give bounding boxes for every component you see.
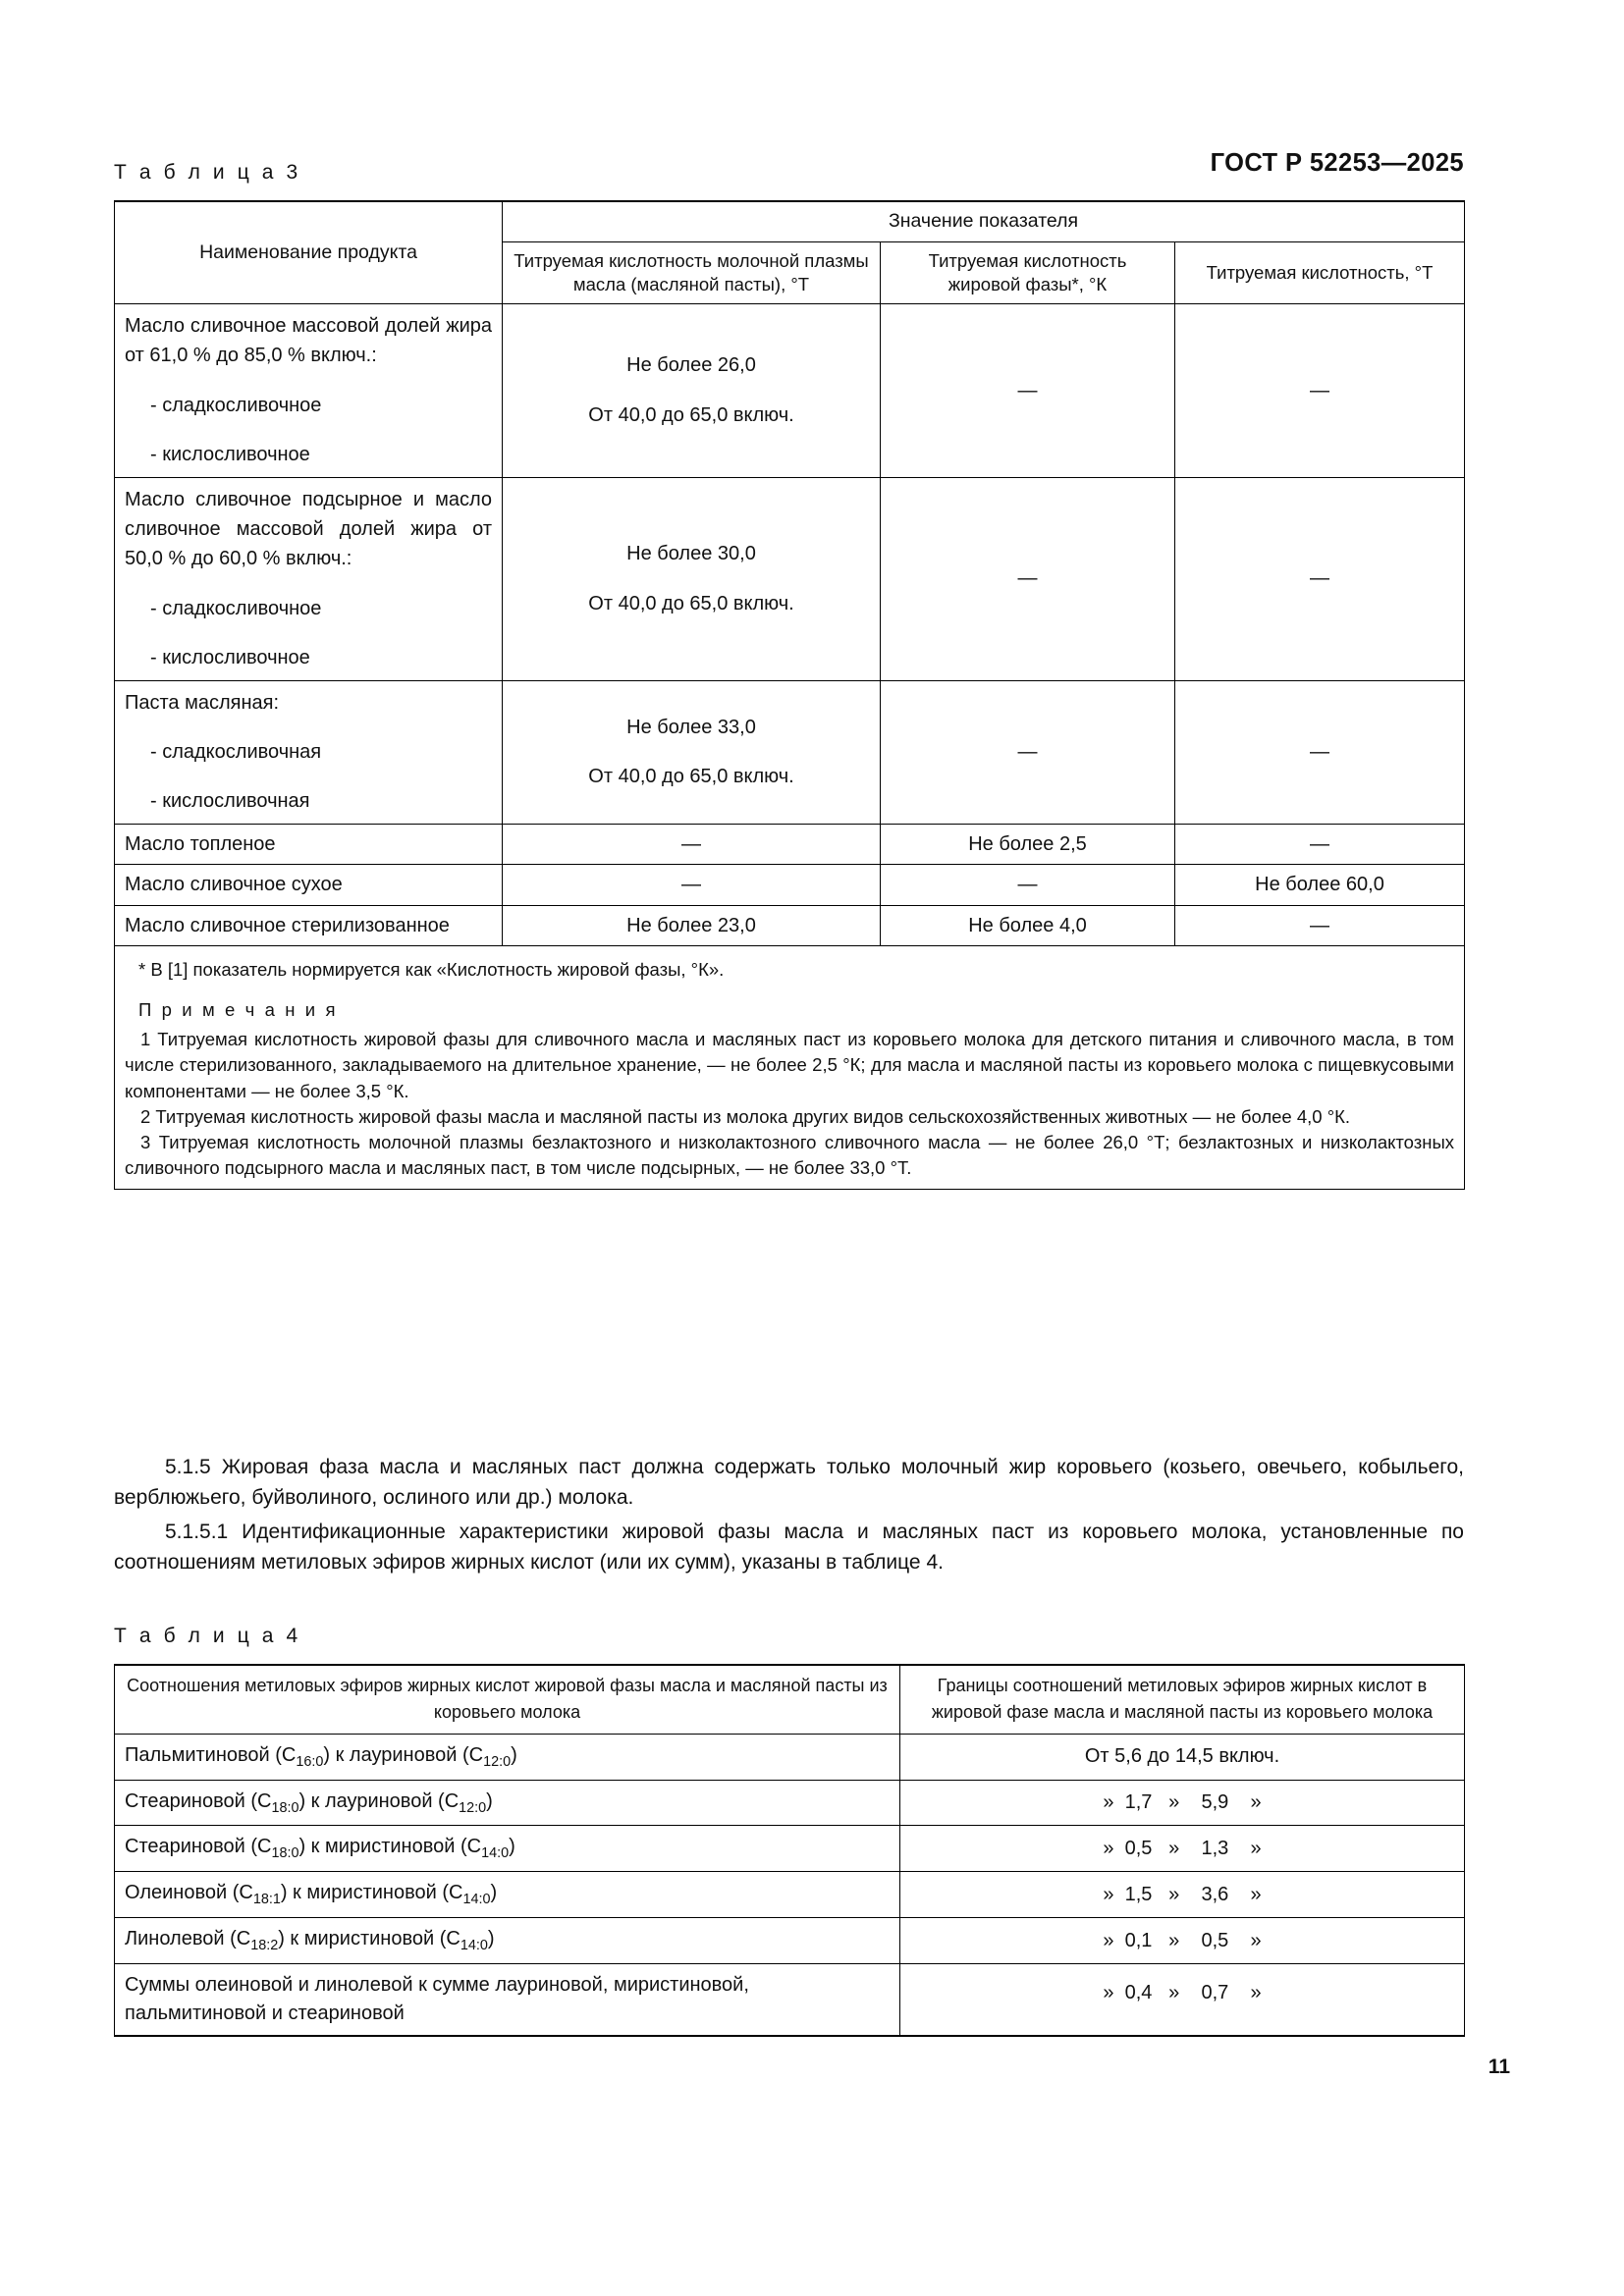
table4-col-ratios: Соотношения метиловых эфиров жирных кислот жировой фазы масла и масляной пасты из коровьего молока <box>115 1665 900 1734</box>
table-row <box>115 905 1465 946</box>
table-row <box>115 1964 1465 2037</box>
table4-row-value: » 0,5 » 1,3 » <box>900 1826 1465 1872</box>
acid-c: ) <box>487 1928 495 1950</box>
table-row <box>115 865 1465 906</box>
table3-group3-v2: — <box>881 680 1175 824</box>
notes-title: П р и м е ч а н и я <box>138 998 339 1020</box>
group-sub-sour: - кислосливочная <box>150 790 310 813</box>
acid-b: ) к миристиновой (C <box>280 1882 463 1904</box>
table-row <box>115 1780 1465 1826</box>
acid-sub-1: 18:0 <box>271 1845 299 1862</box>
page-number: 11 <box>1488 2056 1510 2078</box>
table3-col-plasma-acidity: Титруемая кислотность молочной плазмы масла (масляной пасты), °Т <box>503 241 881 303</box>
table4-caption: Т а б л и ц а 4 <box>114 1625 301 1647</box>
table3-col-indicator-value: Значение показателя <box>503 201 1465 241</box>
acid-sub-2: 14:0 <box>481 1845 510 1862</box>
acid-sub-2: 12:0 <box>459 1799 487 1816</box>
group-sub-sweet: - сладкосливочное <box>150 597 322 619</box>
table-row <box>115 1826 1465 1872</box>
table3 <box>114 200 1465 1190</box>
table3-group1-v3: — <box>1175 304 1465 478</box>
table4-row-value: » 1,5 » 3,6 » <box>900 1872 1465 1918</box>
table-row <box>115 1734 1465 1780</box>
value-sour: От 40,0 до 65,0 включ. <box>588 766 794 788</box>
table4-row-value: От 5,6 до 14,5 включ. <box>900 1734 1465 1780</box>
table3-row-v1: — <box>503 824 881 865</box>
table-row <box>115 1918 1465 1964</box>
acid-a: Линолевой (C <box>125 1928 251 1950</box>
table3-group3-name <box>115 680 503 824</box>
table4-block <box>114 1625 1464 2037</box>
table-row <box>115 304 1465 478</box>
document-standard-code: ГОСТ Р 52253—2025 <box>1210 149 1464 177</box>
acid-sub-2: 14:0 <box>462 1892 491 1908</box>
acid-b: ) к лауриновой (C <box>323 1743 484 1766</box>
acid-a: Пальмитиновой (C <box>125 1743 297 1766</box>
acid-b: ) к миристиновой (C <box>298 1836 482 1858</box>
table3-row-v3: Не более 60,0 <box>1175 865 1465 906</box>
table3-row-v1: Не более 23,0 <box>503 905 881 946</box>
paragraph-5-1-5: 5.1.5 Жировая фаза масла и масляных паст должна содержать только молочный жир коровьего (козьего, овечьего, кобыльего, верблюжьего, буйволиного, ослиного или др.) молока. <box>114 1456 1464 1509</box>
table3-group3-v1 <box>503 680 881 824</box>
table3-group3-v3: — <box>1175 680 1465 824</box>
value-sour: От 40,0 до 65,0 включ. <box>588 592 794 614</box>
acid-sub-1: 16:0 <box>296 1753 324 1770</box>
acid-sub-1: 18:0 <box>271 1799 299 1816</box>
group-title: Масло сливочное подсырное и масло сливочное массовой долей жира от 50,0 % до 60,0 % включ.: <box>125 488 492 570</box>
table4-row-value: » 0,4 » 0,7 » <box>900 1964 1465 2037</box>
acid-sub-2: 12:0 <box>483 1753 512 1770</box>
acid-sub-1: 18:1 <box>252 1892 281 1908</box>
acid-b: ) к миристиновой (C <box>278 1928 460 1950</box>
acid-b: ) к лауриновой (C <box>298 1789 460 1812</box>
table3-group1-v1 <box>503 304 881 478</box>
table-row <box>115 824 1465 865</box>
acid-sub-2: 14:0 <box>460 1938 488 1954</box>
group-title: Паста масляная: <box>125 691 280 714</box>
table-row <box>115 477 1465 680</box>
table-row <box>115 1872 1465 1918</box>
body-text-block <box>114 1453 1464 1577</box>
table3-footnote-row <box>115 946 1465 1189</box>
group-sub-sour: - кислосливочное <box>150 444 310 466</box>
acid-c: ) <box>509 1836 515 1858</box>
table3-row-v2: — <box>881 865 1175 906</box>
table3-caption: Т а б л и ц а 3 <box>114 161 301 184</box>
table4-body <box>115 1734 1465 2036</box>
table3-group2-name <box>115 477 503 680</box>
table3-block <box>114 161 1464 1190</box>
table4-row-name <box>115 1826 900 1872</box>
table3-col-product-name: Наименование продукта <box>115 201 503 304</box>
table3-row-v2: Не более 4,0 <box>881 905 1175 946</box>
table4-row-name <box>115 1964 900 2037</box>
table4-row-name <box>115 1918 900 1964</box>
table3-col-titratable-acidity: Титруемая кислотность, °Т <box>1175 241 1465 303</box>
group-title: Масло сливочное массовой долей жира от 61,0 % до 85,0 % включ.: <box>125 315 492 367</box>
table3-row-name: Масло топленое <box>115 824 503 865</box>
table4-row-name <box>115 1780 900 1826</box>
group-sub-sweet: - сладкосливочное <box>150 394 322 416</box>
table3-row-name: Масло сливочное стерилизованное <box>115 905 503 946</box>
group-sub-sweet: - сладкосливочная <box>150 740 322 763</box>
table4-row-value: » 1,7 » 5,9 » <box>900 1780 1465 1826</box>
table-row <box>115 680 1465 824</box>
table3-group1-v2: — <box>881 304 1175 478</box>
acid-c: ) <box>490 1882 498 1904</box>
table3-row-v1: — <box>503 865 881 906</box>
value-sour: От 40,0 до 65,0 включ. <box>588 403 794 426</box>
paragraph-5-1-5-1: 5.1.5.1 Идентификационные характеристики жировой фазы масла и масляных паст из коровьего молока, установленные по соотношениям метиловых эфиров жирных кислот (или их сумм), указаны в таблице 4. <box>114 1520 1464 1574</box>
acid-a: Олеиновой (C <box>125 1882 253 1904</box>
table3-group2-v3: — <box>1175 477 1465 680</box>
table4-col-limits: Границы соотношений метиловых эфиров жирных кислот в жировой фазе масла и масляной пасты из коровьего молока <box>900 1665 1465 1734</box>
table4-row-name <box>115 1734 900 1780</box>
table4-head <box>115 1665 1465 1734</box>
table3-col-fat-phase-acidity: Титруемая кислотность жировой фазы*, °К <box>881 241 1175 303</box>
table3-head <box>115 201 1465 304</box>
table4 <box>114 1664 1465 2037</box>
table3-group2-v1 <box>503 477 881 680</box>
table3-row-v3: — <box>1175 824 1465 865</box>
table3-footnote-cell <box>115 946 1465 1189</box>
table4-row-value: » 0,1 » 0,5 » <box>900 1918 1465 1964</box>
acid-c: ) <box>486 1789 493 1812</box>
value-sweet: Не более 33,0 <box>626 716 756 738</box>
value-sweet: Не более 26,0 <box>626 354 756 377</box>
table4-header-row <box>115 1665 1465 1734</box>
note-3: 3 Титруемая кислотность молочной плазмы безлактозного и низколактозного сливочного масла — не более 26,0 °Т; безлактозных и низколактозных сливочного подсырного масла и масляных паст, в том числе подсырных, — не более 33,0 °Т. <box>125 1132 1455 1179</box>
note-1: 1 Титруемая кислотность жировой фазы для сливочного масла и масляных паст из коровьего молока для детского питания и сливочного масла, в том числе стерилизованного, закладываемого на длительное хранение, — не более 2,5 °К; для масла и масляной пасты из коровьего молока с пищевкусовыми компонентами — не более 3,5 °К. <box>125 1029 1455 1101</box>
acid-a: Суммы олеиновой и линолевой к сумме лауриновой, миристиновой, пальмитиновой и стеариновой <box>125 1974 749 2025</box>
table4-row-name <box>115 1872 900 1918</box>
table3-row-v3: — <box>1175 905 1465 946</box>
acid-a: Стеариновой (C <box>125 1789 272 1812</box>
value-sweet: Не более 30,0 <box>626 542 756 564</box>
note-2: 2 Титруемая кислотность жировой фазы масла и масляной пасты из молока других видов сельскохозяйственных животных — не более 4,0 °К. <box>140 1105 1351 1127</box>
table3-group1-name <box>115 304 503 478</box>
table3-body <box>115 304 1465 1190</box>
footnote-star: * В [1] показатель нормируется как «Кислотность жировой фазы, °К». <box>138 959 725 981</box>
acid-a: Стеариновой (C <box>125 1836 272 1858</box>
group-sub-sour: - кислосливочное <box>150 647 310 669</box>
acid-c: ) <box>511 1743 517 1766</box>
table3-header-row-1 <box>115 201 1465 241</box>
table3-group2-v2: — <box>881 477 1175 680</box>
acid-sub-1: 18:2 <box>250 1938 279 1954</box>
table3-row-name: Масло сливочное сухое <box>115 865 503 906</box>
table3-row-v2: Не более 2,5 <box>881 824 1175 865</box>
